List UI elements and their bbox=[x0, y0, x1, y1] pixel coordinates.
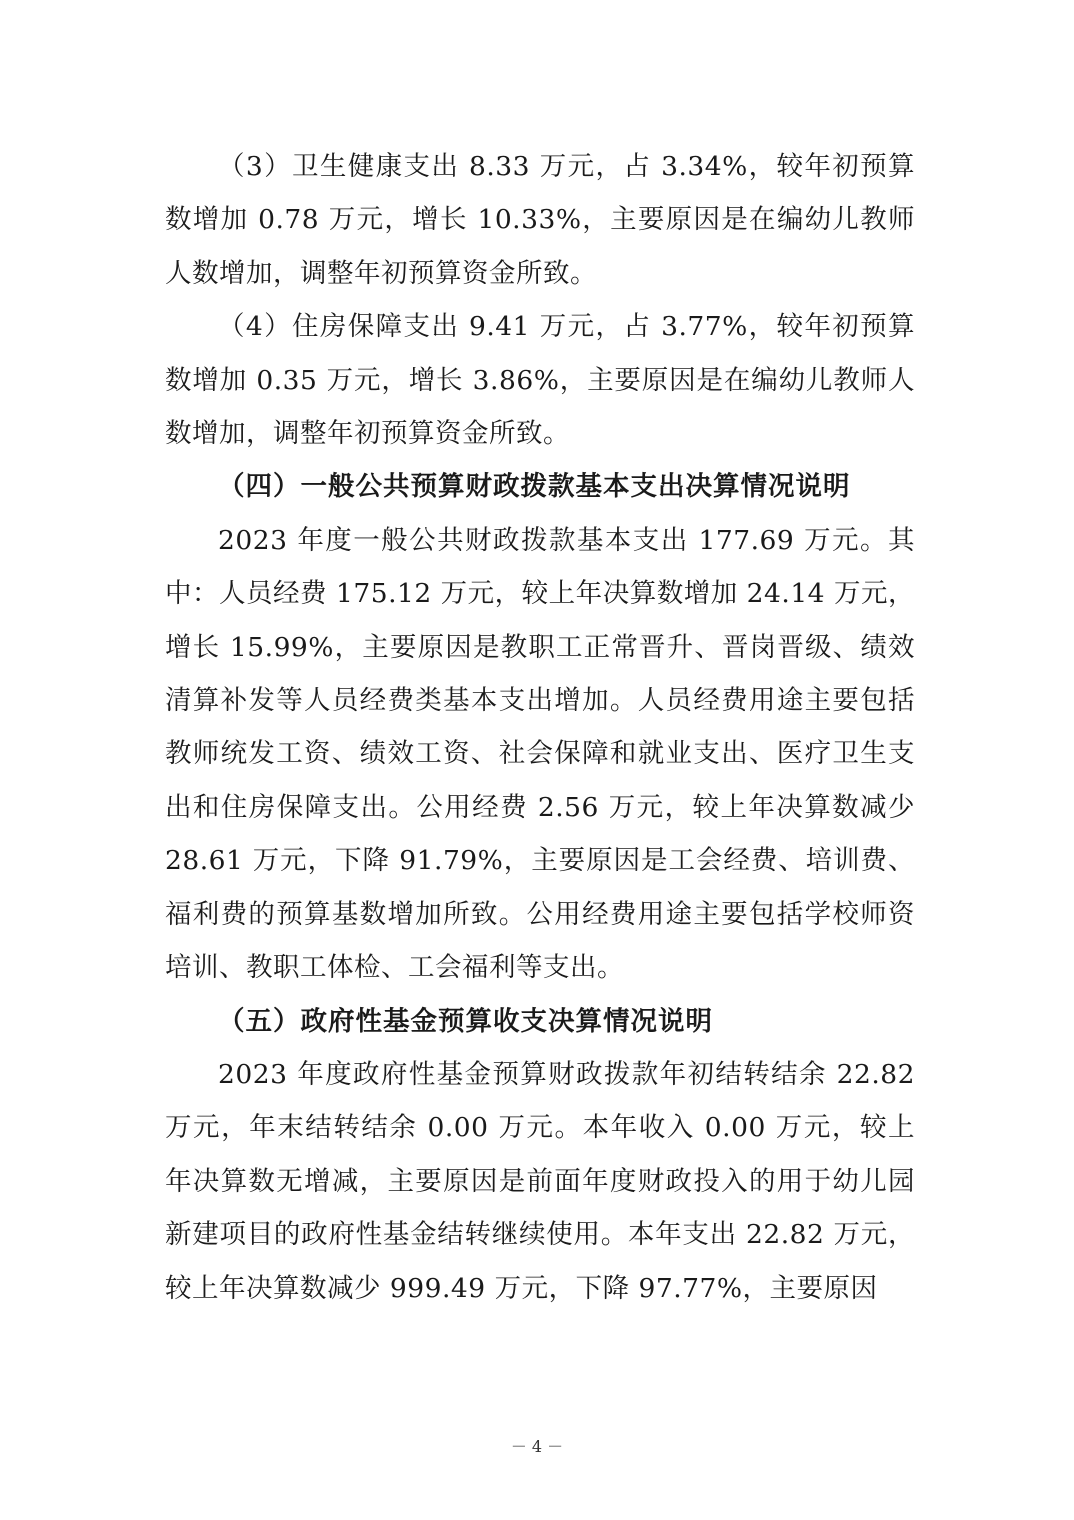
paragraph-health-expenditure: （3）卫生健康支出 8.33 万元，占 3.34%，较年初预算数增加 0.78 万元，增长 10.33%，主要原因是在编幼儿教师人数增加，调整年初预算资金所致。 bbox=[165, 151, 915, 289]
paragraph-housing-expenditure: （4）住房保障支出 9.41 万元，占 3.77%，较年初预算数增加 0.35 万元，增长 3.86%，主要原因是在编幼儿教师人数增加，调整年初预算资金所致。 bbox=[165, 311, 915, 450]
page-number: － 4 － bbox=[510, 1437, 564, 1456]
section-heading-government-fund: （五）政府性基金预算收支决算情况说明 bbox=[218, 1005, 713, 1037]
paragraph-basic-expenditure: 2023 年度一般公共财政拨款基本支出 177.69 万元。其中：人员经费 175.12 万元，较上年决算数增加 24.14 万元，增长 15.99%，主要原因是教职工正常晋升、晋岗晋级、绩效清算补发等人员经费类基本支出增加。人员经费用途主要包括教师统发工资、绩效工资、社会保障和就业支出、医疗卫生支出和住房保障支出。公用经费 2.56 万元，较上年决算数减少 28.61 万元，下降 91.79%，主要原因是工会经费、培训费、福利费的预算基数增加所致。公用经费用途主要包括学校师资培训、教职工体检、工会福利等支出。 bbox=[165, 524, 915, 984]
paragraph-government-fund: 2023 年度政府性基金预算财政拨款年初结转结余 22.82 万元，年末结转结余 0.00 万元。本年收入 0.00 万元，较上年决算数无增减，主要原因是前面年度财政投入的用于幼儿园新建项目的政府性基金结转继续使用。本年支出 22.82 万元，较上年决算数减少 999.49 万元，下降 97.77%，主要原因 bbox=[165, 1058, 915, 1304]
page-content bbox=[165, 140, 915, 1315]
section-heading-basic-expenditure: （四）一般公共预算财政拨款基本支出决算情况说明 bbox=[218, 471, 851, 503]
